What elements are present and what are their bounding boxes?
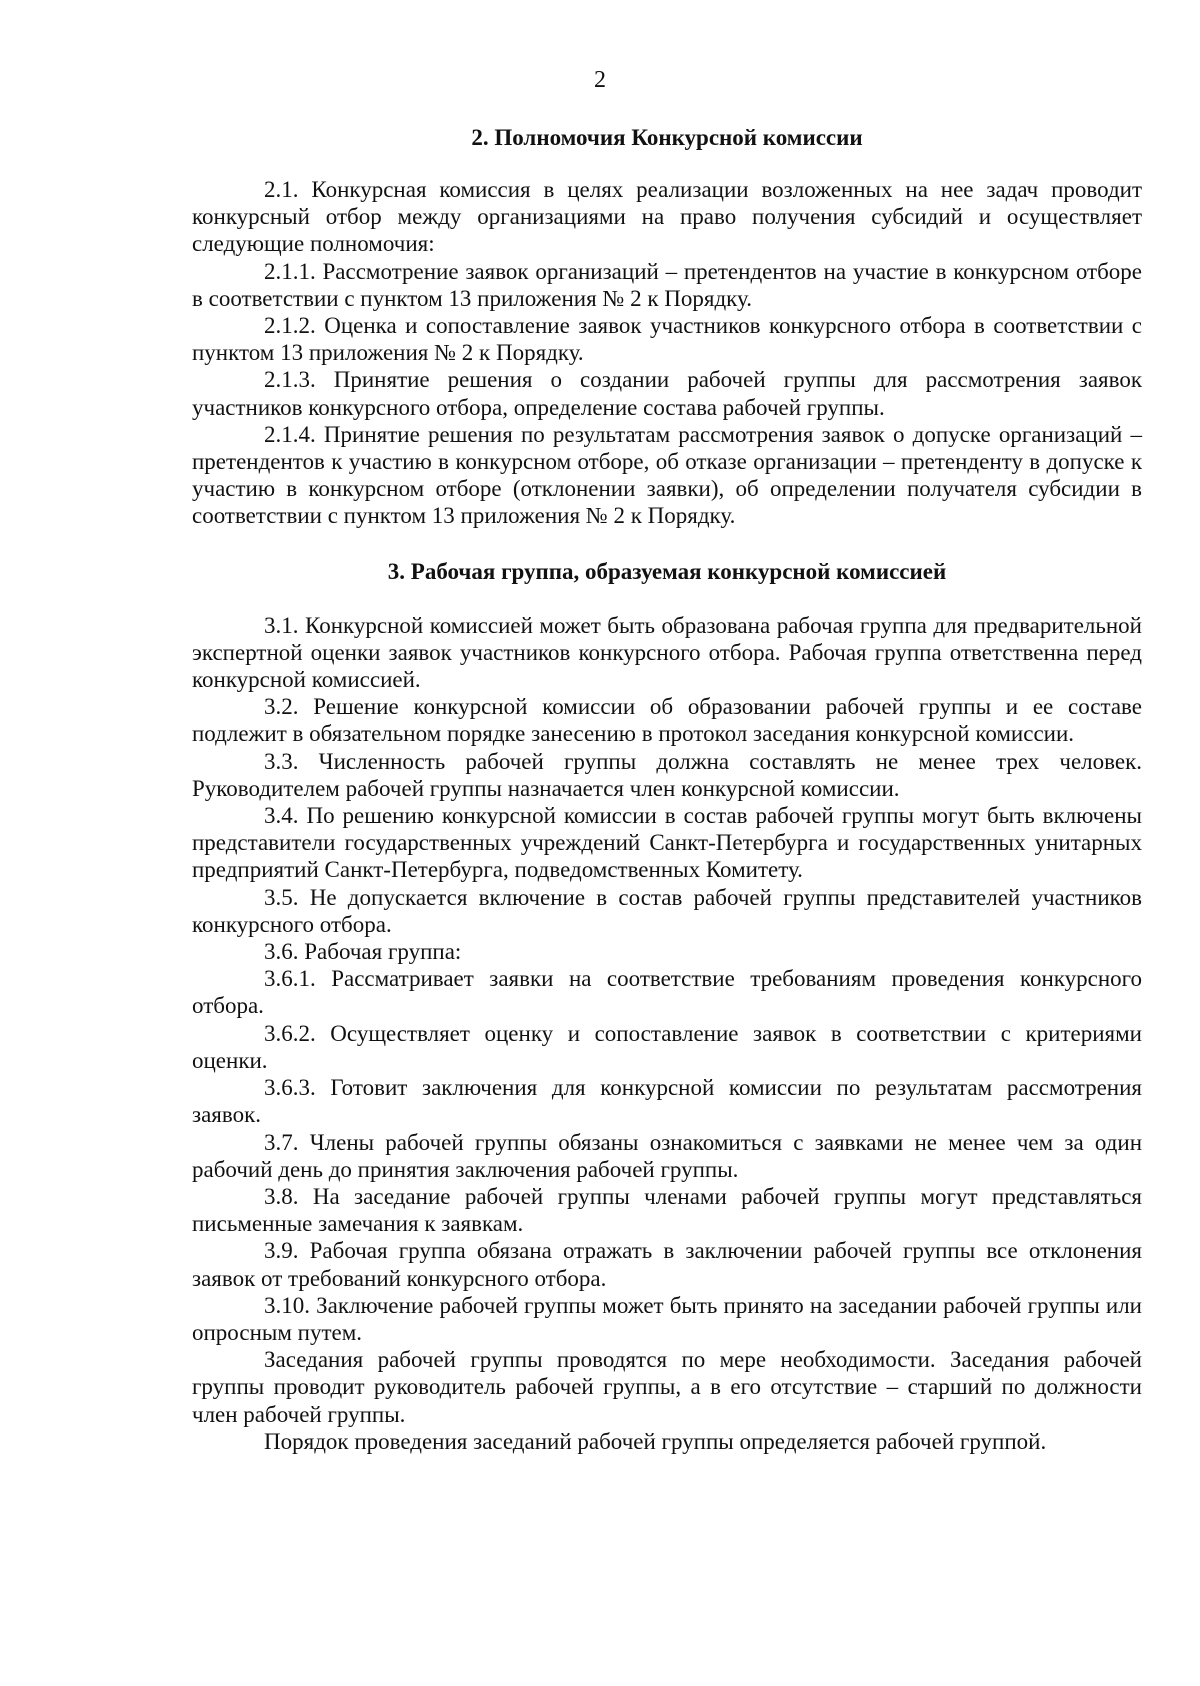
- paragraph-3-6-2: 3.6.2. Осуществляет оценку и сопоставление заявок в соответствии с критериями оценки.: [192, 1020, 1142, 1073]
- page-number: 2: [594, 67, 606, 93]
- section-3-heading: 3. Рабочая группа, образуемая конкурсной комиссией: [387, 558, 947, 584]
- paragraph-meetings: Заседания рабочей группы проводятся по мере необходимости. Заседания рабочей группы проводит руководитель рабочей группы, а в его отсутствие – старший по должности член рабочей группы.: [192, 1347, 1142, 1427]
- document-body: [192, 124, 1142, 1455]
- paragraph-procedure: Порядок проведения заседаний рабочей группы определяется рабочей группой.: [264, 1428, 1047, 1454]
- paragraph-3-3: 3.3. Численность рабочей группы должна составлять не менее трех человек. Руководителем рабочей группы назначается член конкурсной комиссии.: [192, 748, 1142, 801]
- paragraph-2-1-1: 2.1.1. Рассмотрение заявок организаций – претендентов на участие в конкурсном отборе в соответствии с пунктом 13 приложения № 2 к Порядку.: [192, 258, 1142, 311]
- paragraph-2-1-4: 2.1.4. Принятие решения по результатам рассмотрения заявок о допуске организаций – претендентов к участию в конкурсном отборе, об отказе организации – претенденту в допуске к участию в конкурсном отборе (отклонении заявки), об определении получателя субсидии в соответствии с пунктом 13 приложения № 2 к Порядку.: [192, 421, 1142, 529]
- paragraph-3-1: 3.1. Конкурсной комиссией может быть образована рабочая группа для предварительной экспертной оценки заявок участников конкурсного отбора. Рабочая группа ответственна перед конкурсной комиссией.: [192, 612, 1142, 693]
- paragraph-2-1: 2.1. Конкурсная комиссия в целях реализации возложенных на нее задач проводит конкурсный отбор между организациями на право получения субсидий и осуществляет следующие полномочия:: [192, 177, 1142, 257]
- paragraph-2-1-3: 2.1.3. Принятие решения о создании рабочей группы для рассмотрения заявок участников конкурсного отбора, определение состава рабочей группы.: [192, 367, 1142, 420]
- section-3-body: [192, 612, 1142, 1455]
- paragraph-3-4: 3.4. По решению конкурсной комиссии в состав рабочей группы могут быть включены представители государственных учреждений Санкт-Петербурга и государственных унитарных предприятий Санкт-Петербурга, подведомственных Комитету.: [192, 803, 1142, 883]
- paragraph-3-10: 3.10. Заключение рабочей группы может быть принято на заседании рабочей группы или опросным путем.: [192, 1292, 1142, 1345]
- paragraph-3-5: 3.5. Не допускается включение в состав рабочей группы представителей участников конкурсного отбора.: [192, 884, 1142, 937]
- paragraph-3-9: 3.9. Рабочая группа обязана отражать в заключении рабочей группы все отклонения заявок от требований конкурсного отбора.: [192, 1238, 1142, 1291]
- paragraph-3-6: 3.6. Рабочая группа:: [264, 939, 462, 965]
- paragraph-3-6-3: 3.6.3. Готовит заключения для конкурсной комиссии по результатам рассмотрения заявок.: [192, 1075, 1142, 1128]
- paragraph-3-7: 3.7. Члены рабочей группы обязаны ознакомиться с заявками не менее чем за один рабочий день до принятия заключения рабочей группы.: [192, 1129, 1142, 1182]
- paragraph-3-8: 3.8. На заседание рабочей группы членами рабочей группы могут представляться письменные замечания к заявкам.: [192, 1183, 1142, 1237]
- paragraph-3-2: 3.2. Решение конкурсной комиссии об образовании рабочей группы и ее составе подлежит в обязательном порядке занесению в протокол заседания конкурсной комиссии.: [192, 694, 1142, 747]
- paragraph-2-1-2: 2.1.2. Оценка и сопоставление заявок участников конкурсного отбора в соответствии с пунктом 13 приложения № 2 к Порядку.: [192, 313, 1142, 366]
- paragraph-3-6-1: 3.6.1. Рассматривает заявки на соответствие требованиям проведения конкурсного отбора.: [192, 966, 1142, 1019]
- section-2-heading: 2. Полномочия Конкурсной комиссии: [471, 125, 863, 150]
- section-2-body: [192, 176, 1142, 530]
